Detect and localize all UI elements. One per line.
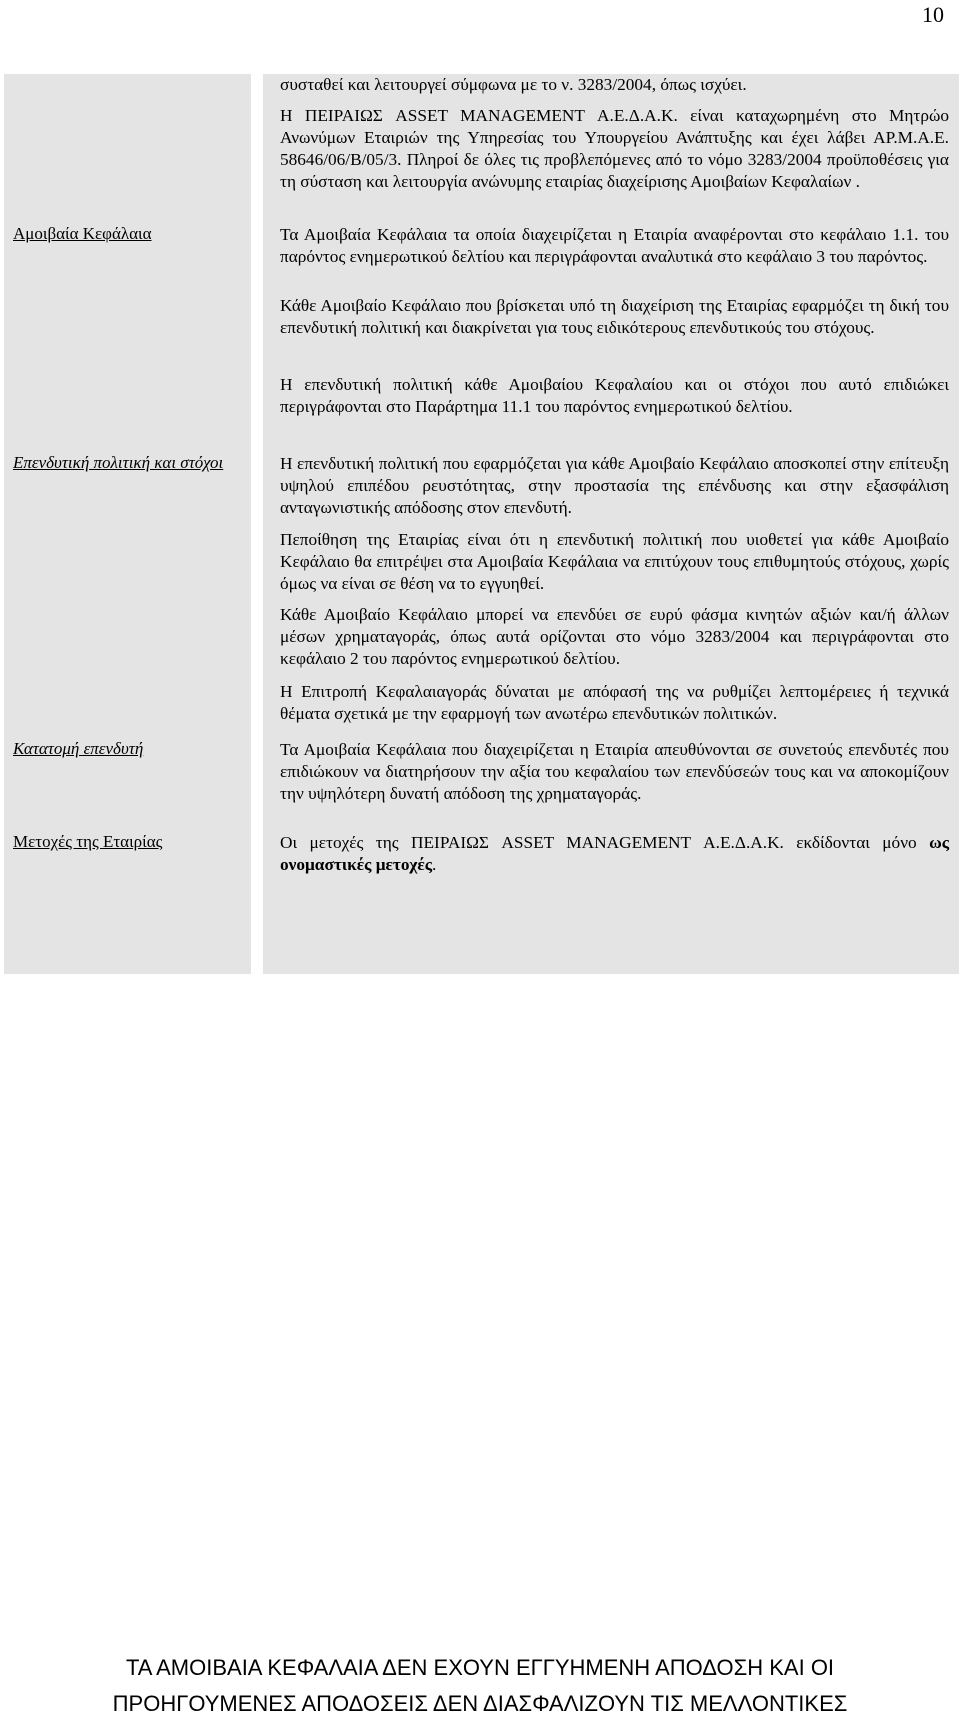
paragraph-investor-profile: Τα Αμοιβαία Κεφάλαια που διαχειρίζεται η Εταιρία απευθύνονται σε συνετούς επενδυτές που επιδιώκουν να διατηρήσουν την αξία του κεφαλαίου των επενδύσεών τους και να αποκομίζουν την υψηλότερη δυνατή απόδοση της χρηματαγοράς.	[280, 740, 949, 803]
paragraph-registration-law: συσταθεί και λειτουργεί σύμφωνα με το ν. 3283/2004, όπως ισχύει.	[280, 75, 747, 94]
shares-emphasis: ως ονομαστικές μετοχές	[280, 833, 949, 874]
content-table	[4, 74, 959, 974]
shares-period: .	[432, 855, 437, 874]
paragraph-policy-annex: Η επενδυτική πολιτική κάθε Αμοιβαίου Κεφαλαίου και οι στόχοι που αυτό επιδιώκει περιγράφονται στο Παράρτημα 11.1 του παρόντος ενημερωτικού δελτίου.	[280, 375, 949, 416]
footer-disclaimer-line1: ΤΑ ΑΜΟΙΒΑΙΑ ΚΕΦΑΛΑΙΑ ΔΕΝ ΕΧΟΥΝ ΕΓΓΥΗΜΕΝΗ ΑΠΟΔΟΣΗ ΚΑΙ ΟΙ	[125, 1655, 835, 1680]
page-number: 10	[922, 2, 944, 27]
text-column	[263, 74, 959, 974]
label-column	[4, 74, 257, 974]
shares-text: Οι μετοχές της ΠΕΙΡΑΙΩΣ ASSET MANAGEMENT Α.Ε.Δ.Α.Κ. εκδίδονται μόνο	[280, 833, 930, 852]
footer-disclaimer-line2: ΠΡΟΗΓΟΥΜΕΝΕΣ ΑΠΟΔΟΣΕΙΣ ΔΕΝ ΔΙΑΣΦΑΛΙΖΟΥΝ ΤΙΣ ΜΕΛΛΟΝΤΙΚΕΣ	[112, 1691, 848, 1716]
paragraph-company-belief: Πεποίθηση της Εταιρίας είναι ότι η επενδυτική πολιτική που υιοθετεί για κάθε Αμοιβαίο Κεφάλαιο θα επιτρέψει στα Αμοιβαία Κεφάλαια να επιτύχουν τους επιθυμητούς στόχους, χωρίς όμως να είναι σε θέση να το εγγυηθεί.	[280, 530, 949, 593]
label-company-shares: Μετοχές της Εταιρίας	[13, 832, 163, 851]
paragraph-policy-goals: Η επενδυτική πολιτική που εφαρμόζεται για κάθε Αμοιβαίο Κεφάλαιο αποσκοπεί στην επίτευξη υψηλού επιπέδου ρευστότητας, στην προστασία της επένδυσης και στην εξασφάλιση ανταγωνιστικής απόδοσης στον επενδυτή.	[280, 454, 949, 517]
paragraph-investment-range: Κάθε Αμοιβαίο Κεφάλαιο μπορεί να επενδύει σε ευρύ φάσμα κινητών αξιών και/ή άλλων μέσων χρηματαγοράς, όπως αυτά ορίζονται στο νόμο 3283/2004 και περιγράφονται στο κεφάλαιο 2 του παρόντος ενημερωτικού δελτίου.	[280, 605, 949, 668]
paragraph-mutual-funds: Τα Αμοιβαία Κεφάλαια τα οποία διαχειρίζεται η Εταιρία αναφέρονται στο κεφάλαιο 1.1. του παρόντος ενημερωτικού δελτίου και περιγράφονται αναλυτικά στο κεφάλαιο 3 του παρόντος.	[280, 225, 949, 266]
label-investor-profile: Κατατομή επενδυτή	[13, 739, 144, 758]
label-mutual-funds: Αμοιβαία Κεφάλαια	[13, 224, 152, 243]
paragraph-company-registration: Η ΠΕΙΡΑΙΩΣ ASSET MANAGEMENT Α.Ε.Δ.Α.Κ. είναι καταχωρημένη στο Μητρώο Ανωνύμων Εταιριών της Υπηρεσίας του Υπουργείου Ανάπτυξης και έχει λάβει ΑΡ.Μ.Α.Ε. 58646/06/Β/05/3. Πληροί δε όλες τις προβλεπόμενες από το νόμο 3283/2004 προϋποθέσεις για τη σύσταση και λειτουργία ανώνυμης εταιρίας διαχείρισης Αμοιβαίων Κεφαλαίων .	[280, 106, 949, 191]
label-investment-policy: Επενδυτική πολιτική και στόχοι	[13, 453, 224, 472]
paragraph-capital-market-committee: Η Επιτροπή Κεφαλαιαγοράς δύναται με απόφασή της να ρυθμίζει λεπτομέρειες ή τεχνικά θέματα σχετικά με την εφαρμογή των ανωτέρω επενδυτικών πολιτικών.	[280, 682, 949, 723]
paragraph-fund-policy: Κάθε Αμοιβαίο Κεφάλαιο που βρίσκεται υπό τη διαχείριση της Εταιρίας εφαρμόζει τη δική του επενδυτική πολιτική και διακρίνεται για τους ειδικότερους επενδυτικούς του στόχους.	[280, 296, 949, 337]
paragraph-shares	[280, 832, 949, 876]
